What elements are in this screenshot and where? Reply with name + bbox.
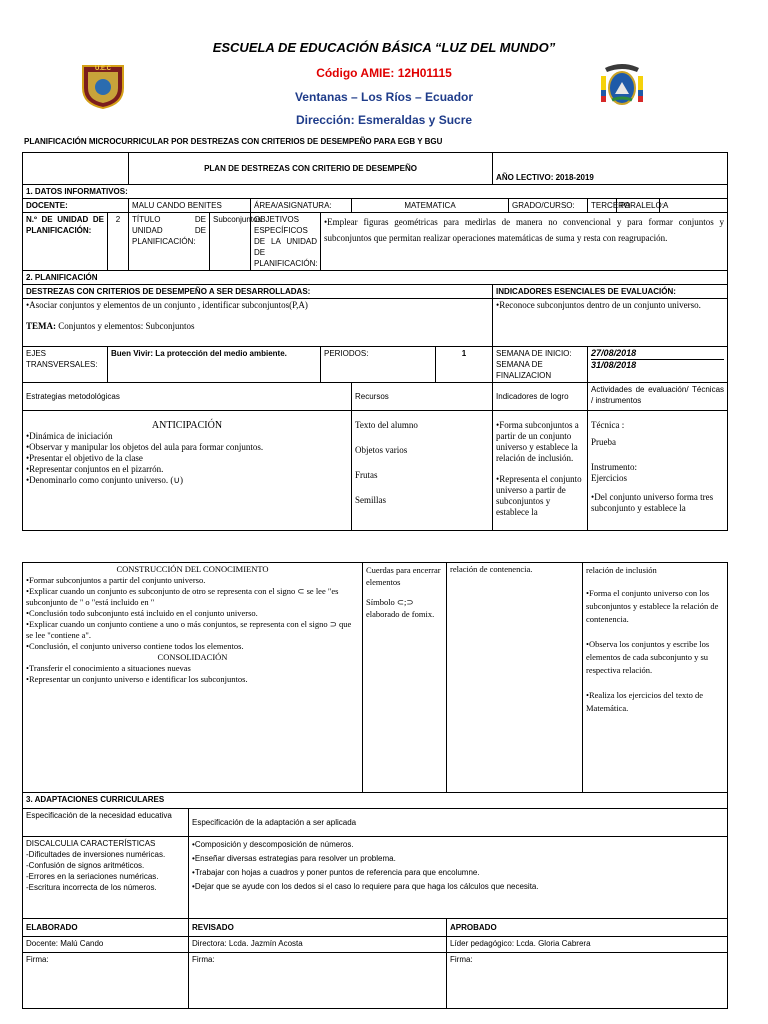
firma-directora: Firma: [189,953,447,1009]
destrezas-heading: DESTREZAS CON CRITERIOS DE DESEMPEÑO A SER DESARROLLADAS: [23,285,493,299]
recurso-item: Semillas [355,495,386,505]
indicador-item: • Reconoce subconjuntos dentro de un conjunto universo. [496,300,724,311]
col-actividades: Actividades de evaluación/ Técnicas / instrumentos [588,383,728,411]
ejes-label: EJES TRANSVERSALES: [23,347,108,383]
eval-item: • Forma el conjunto universo con los subconjuntos y establece la relación de contenencia. [586,587,724,626]
cons-item: • Representar un conjunto universo e identificar los subconjuntos. [26,674,359,685]
instrumento-value: Ejercicios [591,473,628,483]
construccion-title: CONSTRUCCIÓN DEL CONOCIMIENTO [116,564,269,574]
section-adaptaciones: 3. ADAPTACIONES CURRICULARES [23,793,728,809]
recursos-cell [352,411,493,531]
unidad-value: 2 [108,213,129,271]
aprobado-heading: APROBADO [447,919,728,937]
ant-item: • Denominarlo como conjunto universo. (∪) [26,475,348,486]
instrumento-label: Instrumento: [591,462,638,472]
recursos-cont-cell [363,563,447,793]
col-estrategias: Estrategias metodológicas [23,383,352,411]
ant-item: • Representar conjuntos en el pizarrón. [26,464,348,475]
necesidad-heading: Especificación de la necesidad educativa [23,809,189,837]
tema-value: Conjuntos y elementos: Subconjuntos [58,321,195,331]
ejes-value: Buen Vivir: La protección del medio ambiente. [108,347,321,383]
inicio-label: SEMANA DE INICIO: [496,349,572,358]
col-indicadores: Indicadores de logro [493,383,588,411]
logro-cont: relación de contenencia. [450,564,533,574]
adapt-item: • Composición y descomposición de números. [192,838,724,852]
anticipacion-title: ANTICIPACIÓN [151,420,223,431]
section-planificacion: 2. PLANIFICACIÓN [23,271,728,285]
planning-title: PLANIFICACIÓN MICROCURRICULAR POR DESTREZAS CON CRITERIOS DE DESEMPEÑO PARA EGB Y BGU [24,137,443,146]
docente-signer: Docente: Malú Cando [23,937,189,953]
periodos-label: PERIODOS: [321,347,436,383]
eval-cont: relación de inclusión [586,565,657,575]
adaptaciones-cell [189,837,728,919]
indicadores-heading: INDICADORES ESENCIALES DE EVALUACIÓN: [493,285,728,299]
grado-value: TERCERO [588,199,617,213]
paralelo-value: A [660,199,728,213]
cons-item: • Transferir el conocimiento a situaciones nuevas [26,663,359,674]
elaborado-heading: ELABORADO [23,919,189,937]
section-datos: 1. DATOS INFORMATIVOS: [23,185,728,199]
disc-title: DISCALCULIA CARACTERÍSTICAS [26,839,156,848]
recurso-item: Símbolo ⊂;⊃ elaborado de fomix. [366,597,435,619]
docente-label: DOCENTE: [23,199,129,213]
ant-item: • Observar y manipular los objetos del aula para formar conjuntos. [26,442,348,453]
address: Dirección: Esmeraldas y Sucre [295,113,473,127]
eval-item: • Observa los conjuntos y escribe los elementos de cada subconjunto y su respectiva relación. [586,638,724,677]
planning-table-continued [22,562,728,1009]
adapt-item: • Enseñar diversas estrategias para resolver un problema. [192,852,724,866]
lider-signer: Líder pedagógico: Lcda. Gloria Cabrera [447,937,728,953]
evaluacion-cell [588,411,728,531]
fin-value: 31/08/2018 [591,360,637,370]
ant-item: • Presentar el objetivo de la clase [26,453,348,464]
indicadores-content [493,299,728,347]
especificacion-heading: Especificación de la adaptación a ser aplicada [189,809,728,837]
tecnica-label: Técnica : [591,420,625,430]
disc-item: -Dificultades de inversiones numéricas. [26,850,166,859]
destreza-item: • Asociar conjuntos y elementos de un conjunto , identificar subconjuntos(P,A) [26,300,489,311]
amie-code: Código AMIE: 12H01115 [316,66,452,80]
tema-label: TEMA: [26,321,56,331]
firma-lider: Firma: [447,953,728,1009]
col-recursos: Recursos [352,383,493,411]
logro-item: • Forma subconjuntos a partir de un conjunto universo y establece la relación de inclusión. [496,420,584,464]
recurso-item: Frutas [355,470,378,480]
recurso-item: Objetos varios [355,445,408,455]
revisado-heading: REVISADO [189,919,447,937]
recurso-item: Cuerdas para encerrar elementos [366,565,441,587]
firma-docente: Firma: [23,953,189,1009]
disc-item: -Errores en la seriaciones numéricas. [26,872,159,881]
area-value: MATEMATICA [352,199,509,213]
inicio-value: 27/08/2018 [591,348,724,360]
objetivos-value [321,213,728,271]
recurso-item: Texto del alumno [355,420,418,430]
logro-item: • Representa el conjunto universo a partir de subconjuntos y establece la [496,474,584,518]
semanas-values [588,347,728,383]
logros-cell [493,411,588,531]
adapt-item: • Dejar que se ayude con los dedos si el caso lo requiere para que haga los cálculos que necesita. [192,880,724,894]
school-name: ESCUELA DE EDUCACIÓN BÁSICA “LUZ DEL MUNDO” [212,40,556,55]
con-item: • Conclusión, el conjunto universo contiene todos los elementos. [26,641,359,652]
disc-item: -Confusión de signos aritméticos. [26,861,145,870]
ant-item: • Dinámica de iniciación [26,431,348,442]
eval-cont-cell [583,563,728,793]
disc-item: -Escritura incorrecta de los números. [26,883,157,892]
adapt-item: • Trabajar con hojas a cuadros y poner puntos de referencia para que encolumne. [192,866,724,880]
docente-value: MALU CANDO BENITES [129,199,251,213]
periodos-value: 1 [436,347,493,383]
area-label: ÁREA/ASIGNATURA: [251,199,352,213]
grado-label: GRADO/CURSO: [509,199,588,213]
destrezas-content [23,299,493,347]
logro-cont-cell [447,563,583,793]
unidad-label: N.º DE UNIDAD DE PLANIFICACIÓN: [23,213,108,271]
anticipacion-cell [23,411,352,531]
plan-heading: PLAN DE DESTREZAS CON CRITERIO DE DESEMPEÑO [129,153,493,185]
fin-label: SEMANA DE FINALIZACION [496,360,552,380]
eval-item: • Realiza los ejercicios del texto de Matemática. [586,689,724,715]
tecnica-value: Prueba [591,437,617,447]
titulo-label: TÍTULO DE UNIDAD DE PLANIFICACIÓN: [129,213,210,271]
con-item: • Explicar cuando un conjunto contiene a uno o más conjuntos, se representa con el signo ⊃ que se lee "contiene a". [26,619,359,641]
directora-signer: Directora: Lcda. Jazmín Acosta [189,937,447,953]
con-item: • Explicar cuando un conjunto es subconjunto de otro se representa con el signo ⊂ se lee "es subconjunto de " o "está incluido en " [26,586,359,608]
construccion-cell [23,563,363,793]
discalculia-cell [23,837,189,919]
ecuador-coat-of-arms-icon [597,60,647,112]
consolidacion-title: CONSOLIDACIÓN [157,652,228,662]
planning-table [22,152,728,531]
school-year: AÑO LECTIVO: 2018-2019 [493,153,728,185]
logo-text: U.E.C [94,66,112,72]
objetivos-label: OBJETIVOS ESPECÍFICOS DE LA UNIDAD DE PLANIFICACIÓN: [251,213,321,271]
objetivos-text: • Emplear figuras geométricas para medirlas de manera no convencional y para formar conjuntos y subconjuntos que permitan realizar operaciones matemáticas de suma y resta con reagrupación. [324,214,724,246]
school-logo-icon [78,60,128,110]
paralelo-label: PARALELO: [617,199,660,213]
con-item: • Conclusión todo subconjunto está incluido en el conjunto universo. [26,608,359,619]
con-item: • Formar subconjuntos a partir del conjunto universo. [26,575,359,586]
titulo-value: Subconjuntos [210,213,251,271]
location: Ventanas – Los Ríos – Ecuador [294,90,474,104]
eval-item: • Del conjunto universo forma tres subconjunto y establece la [591,492,724,514]
semanas-labels [493,347,588,383]
